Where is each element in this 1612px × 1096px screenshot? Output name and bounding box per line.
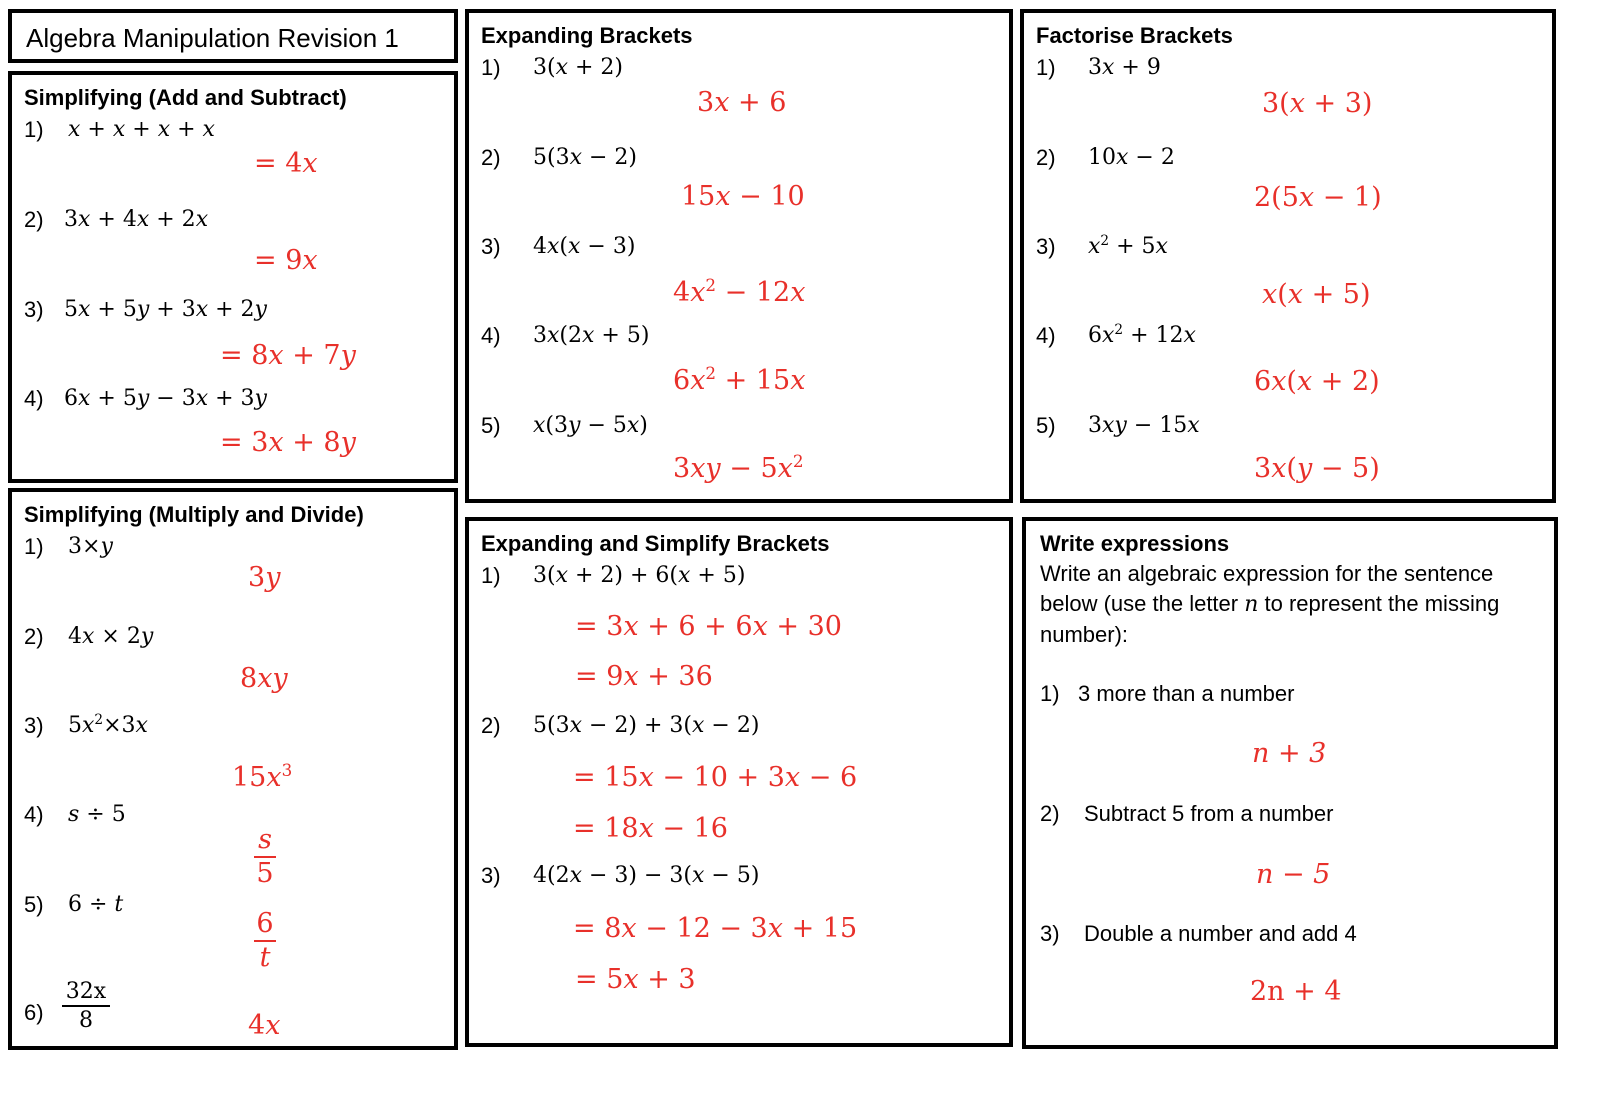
section-add-subtract <box>8 71 458 483</box>
fraction-denominator: t <box>259 942 271 974</box>
answer-step: = 15x − 10 + 3x − 6 <box>573 762 858 793</box>
question-text: Subtract 5 from a number <box>1084 801 1334 826</box>
item-number: 6) <box>24 1000 44 1025</box>
question: 3x + 4x + 2x <box>64 207 209 232</box>
question: $x^2 + 5x$ <box>1088 232 1168 259</box>
item-number: 3) <box>481 863 501 888</box>
answer: 3x + 6 <box>697 87 787 118</box>
item-number: 3) <box>24 297 44 322</box>
answer-fraction <box>254 826 276 889</box>
answer-step: = 18x − 16 <box>573 813 728 844</box>
item-number: 1) <box>481 563 501 588</box>
question: x + x + x + x <box>68 117 215 142</box>
question: 3xy − 15x <box>1088 413 1200 438</box>
section-multiply-divide <box>8 488 458 1050</box>
item-number: 2) <box>1040 801 1060 826</box>
item-number: 3) <box>1040 921 1060 946</box>
answer: $3xy - 5x^2$ <box>673 450 804 484</box>
answer: = 8x + 7y <box>220 340 356 371</box>
item-number: 3) <box>481 234 501 259</box>
question: 10x − 2 <box>1088 145 1175 170</box>
item-number: 1) <box>24 117 44 142</box>
item-number: 4) <box>481 323 501 348</box>
answer-step: = 9x + 36 <box>575 661 713 692</box>
answer: n − 5 <box>1256 859 1331 890</box>
instructions-line <box>1040 589 1550 620</box>
answer-step: = 5x + 3 <box>575 964 696 995</box>
answer: n + 3 <box>1252 738 1327 769</box>
fraction-denominator: 5 <box>256 858 274 890</box>
answer: = 3x + 8y <box>220 427 356 458</box>
item-number: 5) <box>1036 413 1056 438</box>
item-number: 2) <box>481 713 501 738</box>
answer: x(x + 5) <box>1262 279 1371 310</box>
question-text: 3 more than a number <box>1078 681 1295 706</box>
item-number: 2) <box>24 624 44 649</box>
fraction-numerator: s <box>258 824 272 855</box>
question: 5x + 5y + 3x + 2y <box>64 297 267 322</box>
section-heading: Simplifying (Multiply and Divide) <box>24 502 364 527</box>
instructions-line: number): <box>1040 622 1129 647</box>
item-number: 5) <box>24 892 44 917</box>
question: 5(3x − 2) <box>533 145 637 170</box>
question: 3×y <box>68 534 113 559</box>
fraction-numerator: 32x <box>65 979 107 1004</box>
item-number: 4) <box>24 802 44 827</box>
question: 3(x + 2) + 6(x + 5) <box>533 563 746 588</box>
fraction-denominator: 8 <box>79 1008 93 1034</box>
answer: 6x(x + 2) <box>1254 366 1380 397</box>
variable-n: n <box>1244 592 1259 617</box>
item-number: 4) <box>1036 323 1056 348</box>
item-number: 3) <box>24 713 44 738</box>
section-heading: Simplifying (Add and Subtract) <box>24 85 347 110</box>
item-number: 4) <box>24 386 44 411</box>
instructions <box>1040 559 1550 650</box>
answer: = 9x <box>254 245 318 276</box>
question: 5(3x − 2) + 3(x − 2) <box>533 713 760 738</box>
question: $6x^2 + 12x$ <box>1088 321 1196 348</box>
question: x(3y − 5x) <box>533 413 648 438</box>
section-write-expressions <box>1022 517 1558 1049</box>
answer: $15x^3$ <box>232 759 293 793</box>
answer-step: = 8x − 12 − 3x + 15 <box>573 913 858 944</box>
question: $5x^2\times 3x$ <box>68 711 148 738</box>
section-expand-simplify <box>465 517 1013 1047</box>
answer: = 4x <box>254 148 318 179</box>
answer: $4x^2 - 12x$ <box>673 274 806 308</box>
question-fraction <box>62 980 110 1032</box>
fraction-numerator: 6 <box>256 908 274 939</box>
section-heading: Factorise Brackets <box>1036 23 1233 48</box>
answer: 2n + 4 <box>1250 976 1342 1007</box>
item-number: 1) <box>481 55 501 80</box>
question-text: Double a number and add 4 <box>1084 921 1357 946</box>
item-number: 1) <box>1040 681 1060 706</box>
question: 6 ÷ t <box>68 892 124 917</box>
item-number: 2) <box>24 207 44 232</box>
item-number: 1) <box>24 534 44 559</box>
section-heading: Expanding Brackets <box>481 23 693 48</box>
question: s ÷ 5 <box>68 802 126 827</box>
section-expanding <box>465 9 1013 503</box>
answer: $6x^2 + 15x$ <box>673 362 806 396</box>
question: 4x × 2y <box>68 624 154 649</box>
question: 3x + 9 <box>1088 55 1161 80</box>
section-factorise <box>1020 9 1556 503</box>
answer: 3y <box>248 562 281 593</box>
answer: 3x(y − 5) <box>1254 453 1380 484</box>
answer-fraction <box>254 910 276 973</box>
fraction-bar <box>62 1005 110 1007</box>
answer-step: = 3x + 6 + 6x + 30 <box>575 611 842 642</box>
item-number: 1) <box>1036 55 1056 80</box>
answer: 4x <box>248 1010 281 1041</box>
instructions-line: Write an algebraic expression for the sentence <box>1040 561 1494 586</box>
page-title: Algebra Manipulation Revision 1 <box>26 23 399 53</box>
question: 4(2x − 3) − 3(x − 5) <box>533 863 760 888</box>
title-box <box>8 9 458 63</box>
instructions-text: below (use the letter <box>1040 591 1245 616</box>
question: 3x(2x + 5) <box>533 323 650 348</box>
answer: 8xy <box>240 663 288 694</box>
answer: 15x − 10 <box>681 181 805 212</box>
item-number: 2) <box>481 145 501 170</box>
section-heading: Write expressions <box>1040 531 1230 556</box>
answer: 3(x + 3) <box>1262 88 1373 119</box>
item-number: 2) <box>1036 145 1056 170</box>
answer: 2(5x − 1) <box>1254 182 1382 213</box>
item-number: 5) <box>481 413 501 438</box>
item-number: 3) <box>1036 234 1056 259</box>
question: 3(x + 2) <box>533 55 624 80</box>
question: 4x(x − 3) <box>533 234 636 259</box>
question: 6x + 5y − 3x + 3y <box>64 386 267 411</box>
instructions-text: to represent the missing <box>1258 591 1500 616</box>
section-heading: Expanding and Simplify Brackets <box>481 531 830 556</box>
